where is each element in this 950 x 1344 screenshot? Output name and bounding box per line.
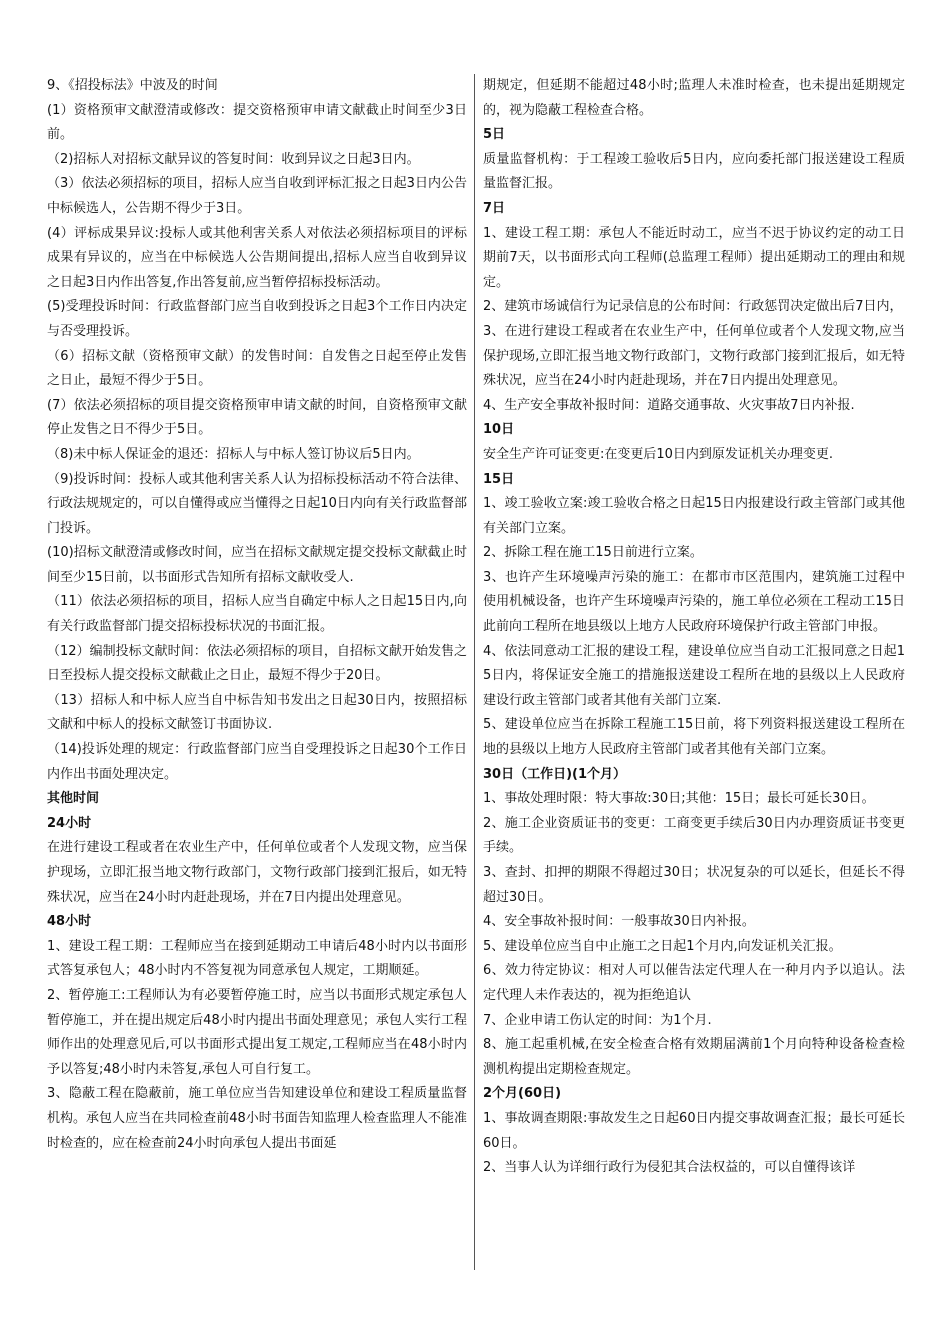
- paragraph: （11）依法必须招标的项目，招标人应当自确定中标人之日起15日内,向有关行政监督部门提交招标投标状况的书面汇报。: [47, 594, 467, 635]
- section-heading: 30日（工作日)(1个月）: [483, 766, 627, 782]
- paragraph: 安全生产许可证变更:在变更后10日内到原发证机关办理变更.: [483, 446, 834, 462]
- paragraph: 3、查封、扣押的期限不得超过30日；状况复杂的可以延长，但延长不得超过30日。: [483, 865, 905, 905]
- section-heading: 10日: [483, 422, 515, 438]
- paragraph: 2、建筑市场诚信行为记录信息的公布时间：行政惩罚决定做出后7日内，: [483, 299, 903, 315]
- paragraph: 2、暂停施工:工程师认为有必要暂停施工时，应当以书面形式规定承包人暂停施工，并在提出规定后48小时内提出书面处理意见；承包人实行工程师作出的处理意见后,可以书面形式提出复工规定,工程师应当在48小时内予以答复;48小时内未答复,承包人可自行复工。: [47, 987, 467, 1077]
- section-heading: 2个月(60日): [483, 1086, 562, 1102]
- paragraph: (10)招标文献澄清或修改时间，应当在招标文献规定提交投标文献截止时间至少15日前，以书面形式告知所有招标文献收受人.: [47, 545, 467, 585]
- paragraph: (1）资格预审文献澄清或修改：提交资格预审申请文献截止时间至少3日前。: [47, 102, 467, 143]
- paragraph: （3）依法必须招标的项目，招标人应当自收到评标汇报之日起3日内公告中标候选人，公告期不得少于3日。: [47, 176, 467, 216]
- paragraph: （2)招标人对招标文献异议的答复时间：收到异议之日起3日内。: [47, 151, 420, 167]
- paragraph: 2、施工企业资质证书的变更：工商变更手续后30日内办理资质证书变更手续。: [483, 815, 905, 856]
- paragraph: （12）编制投标文献时间：依法必须招标的项目，自招标文献开始发售之日至投标人提交投标文献截止之日止，最短不得少于20日。: [47, 643, 467, 684]
- paragraph: 2、当事人认为详细行政行为侵犯其合法权益的，可以自懂得该详: [483, 1160, 856, 1176]
- paragraph: 9、《招投标法》中波及的时间: [47, 78, 218, 93]
- paragraph: 4、生产安全事故补报时间：道路交通事故、火灾事故7日内补报.: [483, 397, 855, 413]
- paragraph: （13）招标人和中标人应当自中标告知书发出之日起30日内，按照招标文献和中标人的投标文献签订书面协议.: [47, 692, 467, 733]
- paragraph: (5)受理投诉时间：行政监督部门应当自收到投诉之日起3个工作日内决定与否受理投诉。: [47, 299, 467, 339]
- paragraph: 7、企业申请工伤认定的时间：为1个月.: [483, 1012, 712, 1028]
- paragraph: 8、施工起重机械,在安全检查合格有效期届满前1个月向特种设备检查检测机构提出定期检查规定。: [483, 1037, 905, 1077]
- paragraph: 5、建设单位应当自中止施工之日起1个月内,向发证机关汇报。: [483, 938, 842, 954]
- paragraph: 4、安全事故补报时间：一般事故30日内补报。: [483, 914, 755, 930]
- paragraph: 2、拆除工程在施工15日前进行立案。: [483, 545, 703, 561]
- section-heading: 15日: [483, 471, 515, 487]
- section-heading: 24小时: [47, 815, 92, 831]
- paragraph: 6、效力待定协议：相对人可以催告法定代理人在一种月内予以追认。法定代理人未作表达的，视为拒绝追认: [483, 963, 905, 1003]
- paragraph: (4）评标成果异议:投标人或其他利害关系人对依法必须招标项目的评标成果有异议的，应当在中标候选人公告期间提出,招标人应当自收到异议之日起3日内作出答复,作出答复前,应当暂停招标投标活动。: [47, 225, 467, 290]
- paragraph: （6）招标文献（资格预审文献）的发售时间：自发售之日起至停止发售之日止，最短不得少于5日。: [47, 348, 467, 389]
- right-column: [483, 74, 905, 1181]
- paragraph: 1、事故处理时限：特大事故:30日;其他：15日；最长可延长30日。: [483, 791, 875, 807]
- paragraph: （8)未中标人保证金的退还：招标人与中标人签订协议后5日内。: [47, 446, 420, 462]
- paragraph: （14)投诉处理的规定：行政监督部门应当自受理投诉之日起30个工作日内作出书面处理决定。: [47, 742, 467, 782]
- paragraph: 5、建设单位应当在拆除工程施工15日前，将下列资料报送建设工程所在地的县级以上地方人民政府主管部门或者其他有关部门立案。: [483, 717, 905, 758]
- section-heading: 其他时间: [47, 791, 100, 807]
- paragraph: 期规定，但延期不能超过48小时;监理人未准时检查，也未提出延期规定的，视为隐蔽工程检查合格。: [483, 78, 905, 118]
- paragraph: （9)投诉时间：投标人或其他利害关系人认为招标投标活动不符合法律、行政法规规定的，可以自懂得或应当懂得之日起10日内向有关行政监督部门投诉。: [47, 471, 467, 536]
- paragraph: 1、竣工验收立案:竣工验收合格之日起15日内报建设行政主管部门或其他有关部门立案。: [483, 496, 905, 536]
- paragraph: 质量监督机构：于工程竣工验收后5日内，应向委托部门报送建设工程质量监督汇报。: [483, 151, 905, 192]
- left-column: [47, 74, 467, 1156]
- paragraph: 1、建设工程工期：工程师应当在接到延期动工申请后48小时内以书面形式答复承包人；48小时内不答复视为同意承包人规定，工期顺延。: [47, 938, 467, 979]
- paragraph: (7）依法必须招标的项目提交资格预审申请文献的时间，自资格预审文献停止发售之日不得少于5日。: [47, 397, 467, 438]
- paragraph: 3、隐蔽工程在隐蔽前，施工单位应当告知建设单位和建设工程质量监督机构。承包人应当在共同检查前48小时书面告知监理人检查监理人不能准时检查的，应在检查前24小时向承包人提出书面延: [47, 1086, 467, 1151]
- section-heading: 48小时: [47, 914, 92, 930]
- paragraph: 1、建设工程工期：承包人不能近时动工，应当不迟于协议约定的动工日期前7天，以书面形式向工程师(总监理工程师）提出延期动工的理由和规定。: [483, 225, 905, 290]
- section-heading: 5日: [483, 127, 506, 143]
- paragraph: 1、事故调查期限:事故发生之日起60日内提交事故调查汇报；最长可延长60日。: [483, 1110, 905, 1151]
- paragraph: 3、在进行建设工程或者在农业生产中，任何单位或者个人发现文物,应当保护现场,立即汇报当地文物行政部门，文物行政部门接到汇报后，如无特殊状况，应当在24小时内赶赴现场，并在7日内提出处理意见。: [483, 323, 905, 389]
- column-divider: [474, 74, 475, 1270]
- paragraph: 4、依法同意动工汇报的建设工程，建设单位应当自动工汇报同意之日起15日内，将保证安全施工的措施报送建设工程所在地的县级以上人民政府建设行政主管部门或者其他有关部门立案.: [483, 643, 905, 708]
- paragraph: 在进行建设工程或者在农业生产中，任何单位或者个人发现文物，应当保护现场，立即汇报当地文物行政部门，文物行政部门接到汇报后，如无特殊状况，应当在24小时内赶赴现场，并在7日内提出处理意见。: [47, 840, 467, 905]
- paragraph: 3、也许产生环境噪声污染的施工：在都市市区范围内，建筑施工过程中使用机械设备，也许产生环境噪声污染的，施工单位必须在工程动工15日此前向工程所在地县级以上地方人民政府环境保护行政主管部门申报。: [483, 569, 905, 635]
- section-heading: 7日: [483, 200, 506, 216]
